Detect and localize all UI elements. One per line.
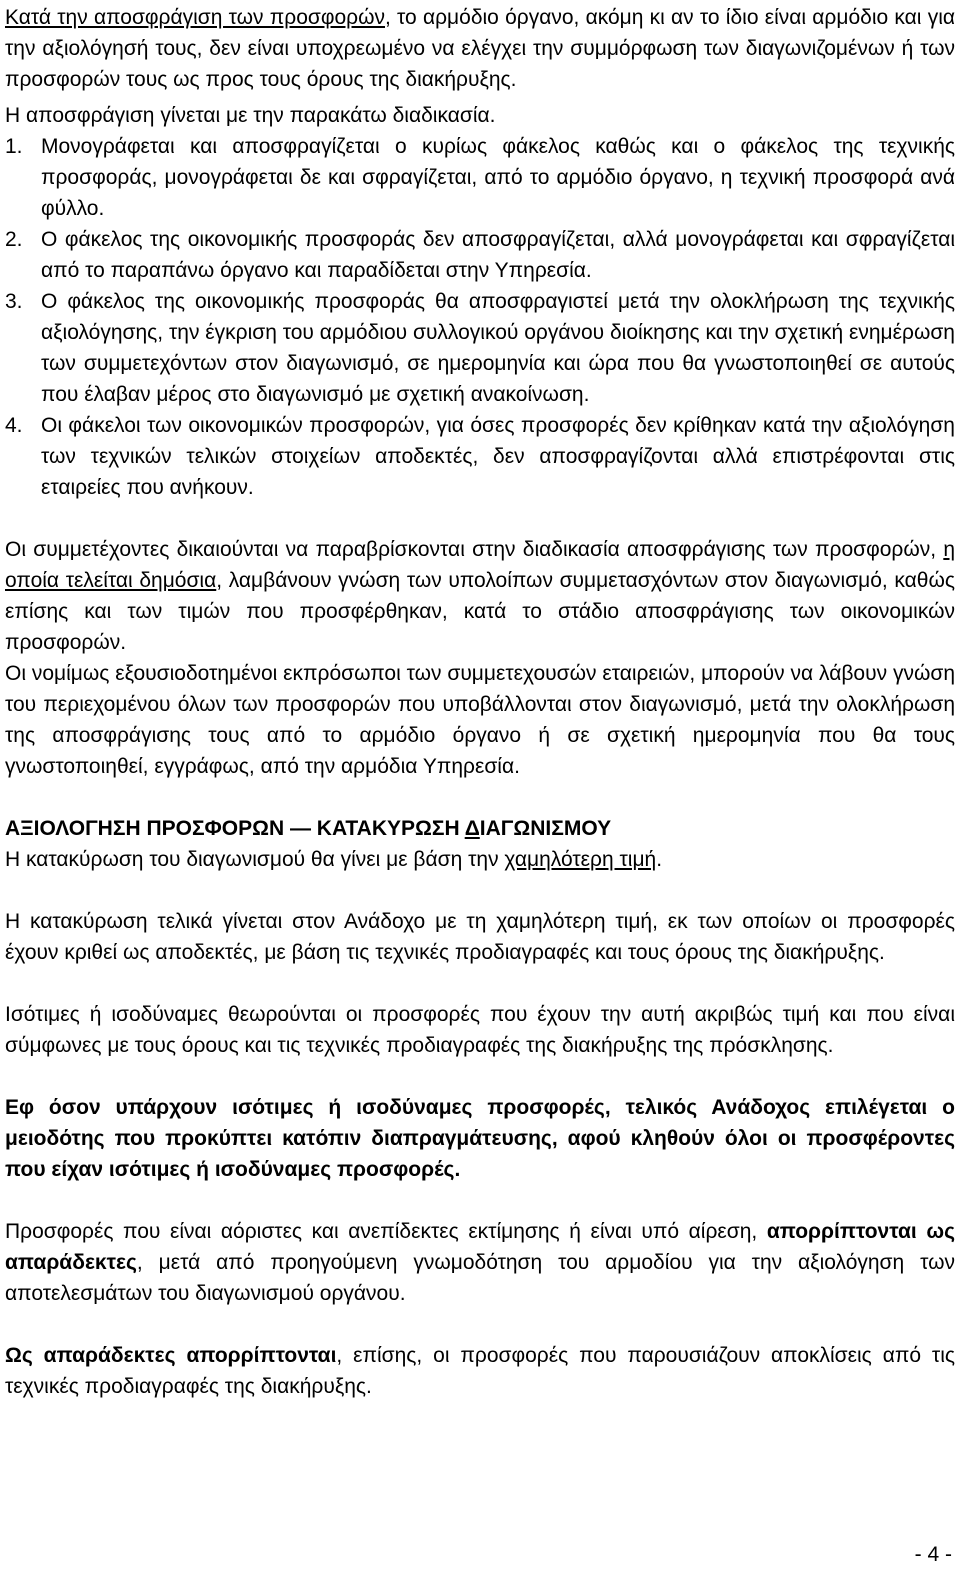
participants-paragraph	[5, 534, 955, 658]
step-text: Ο φάκελος της οικονομικής προσφοράς δεν αποσφραγίζεται, αλλά μονογράφεται και σφραγίζεται από το παραπάνω όργανο και παραδίδεται στην Υπηρεσία.	[41, 228, 955, 282]
participants-text-before: Οι συμμετέχοντες δικαιούνται να παραβρίσκονται στην διαδικασία αποσφράγισης των προσφορών,	[5, 538, 944, 561]
vague-offers-before: Προσφορές που είναι αόριστες και ανεπίδεκτες εκτίμησης ή είναι υπό αίρεση,	[5, 1220, 767, 1243]
final-award-paragraph: Η κατακύρωση τελικά γίνεται στον Ανάδοχο με τη χαμηλότερη τιμή, εκ των οποίων οι προσφορές έχουν κριθεί ως αποδεκτές, με βάση τις τεχνικές προδιαγραφές και τους όρους της διακήρυξης.	[5, 910, 955, 964]
list-item	[5, 224, 955, 286]
participants-text-after: , λαμβάνουν γνώση των υπολοίπων συμμετασχόντων στον διαγωνισμό, καθώς επίσης και των τιμών που προσφέρθηκαν, κατά το στάδιο αποσφράγισης των οικονομικών προσφορών.	[5, 569, 955, 654]
section-heading-part2: ΙΑΓΩΝΙΣΜΟΥ	[479, 817, 612, 840]
vague-offers-paragraph	[5, 1216, 955, 1309]
rejected-bold: Ως απαράδεκτες απορρίπτονται	[5, 1344, 337, 1367]
procedure-intro: Η αποσφράγιση γίνεται με την παρακάτω διαδικασία.	[5, 104, 496, 127]
award-basis-after: .	[656, 848, 663, 871]
step-text: Οι φάκελοι των οικονομικών προσφορών, για όσες προσφορές δεν κρίθηκαν κατά την αξιολόγηση των τεχνικών τελικών στοιχείων αποδεκτές, δεν αποσφραγίζονται αλλά επιστρέφονται στις εταιρείες που ανήκουν.	[41, 414, 955, 499]
document-page	[5, 2, 955, 1402]
list-item	[5, 131, 955, 224]
rejected-paragraph	[5, 1340, 955, 1402]
list-item	[5, 410, 955, 503]
intro-text: , το αρμόδιο όργανο, ακόμη κι αν το ίδιο είναι αρμόδιο και για την αξιολόγησή τους, δεν είναι υποχρεωμένο να ελέγχει την συμμόρφωση των διαγωνιζομένων ή των προσφορών τους ως προς τους όρους της διακήρυξης.	[5, 6, 955, 91]
award-basis-underlined: χαμηλότερη τιμή	[504, 848, 657, 871]
page-number: - 4 -	[914, 1543, 952, 1566]
section-heading-part1: ΑΞΙΟΛΟΓΗΣΗ ΠΡΟΣΦΟΡΩΝ — ΚΑΤΑΚΥΡΩΣΗ	[5, 817, 465, 840]
section-heading	[5, 813, 955, 844]
step-text: Ο φάκελος της οικονομικής προσφοράς θα αποσφραγιστεί μετά την ολοκλήρωση της τεχνικής αξιολόγησης, την έγκριση του αρμόδιου συλλογικού οργάνου διοίκησης και την σχετική ενημέρωση των συμμετεχόντων στον διαγωνισμό, σε ημερομηνία και ώρα που θα γνωστοποιηθεί σε αυτούς που έλαβαν μέρος στο διαγωνισμό με σχετική ανακοίνωση.	[41, 290, 955, 406]
tie-rule-paragraph: Εφ όσον υπάρχουν ισότιμες ή ισοδύναμες προσφορές, τελικός Ανάδοχος επιλέγεται ο μειοδότης που προκύπτει κατόπιν διαπραγμάτευσης, αφού κληθούν όλοι οι προσφέροντες που είχαν ισότιμες ή ισοδύναμες προσφορές.	[5, 1096, 955, 1181]
vague-offers-after: , μετά από προηγούμενη γνωμοδότηση του αρμοδίου για την αξιολόγηση των αποτελεσμάτων του διαγωνισμού οργάνου.	[5, 1251, 955, 1305]
step-number: 1.	[5, 135, 23, 158]
intro-paragraph	[5, 2, 955, 95]
equal-offers-paragraph: Ισότιμες ή ισοδύναμες θεωρούνται οι προσφορές που έχουν την αυτή ακριβώς τιμή και που είναι σύμφωνες με τους όρους και τις τεχνικές προδιαγραφές της διακήρυξης της πρόσκλησης.	[5, 1003, 955, 1057]
award-basis-before: Η κατακύρωση του διαγωνισμού θα γίνει με βάση την	[5, 848, 505, 871]
procedure-steps	[5, 131, 955, 503]
rejected-after: , επίσης, οι προσφορές που παρουσιάζουν αποκλίσεις από τις τεχνικές προδιαγραφές της διακήρυξης.	[5, 1344, 955, 1398]
section-heading-underlined: Δ	[464, 817, 480, 840]
step-number: 4.	[5, 414, 23, 437]
step-text: Μονογράφεται και αποσφραγίζεται ο κυρίως φάκελος καθώς και ο φάκελος της τεχνικής προσφοράς, μονογράφεται δε και σφραγίζεται, από το αρμόδιο όργανο, η τεχνική προσφορά ανά φύλλο.	[41, 135, 955, 220]
award-basis-paragraph	[5, 844, 955, 875]
step-number: 2.	[5, 228, 23, 251]
representatives-paragraph: Οι νομίμως εξουσιοδοτημένοι εκπρόσωποι των συμμετεχουσών εταιρειών, μπορούν να λάβουν γνώση του περιεχομένου όλων των προσφορών που υποβάλλονται στον διαγωνισμό, μετά την ολοκλήρωση της αποσφράγισης τους από το αρμόδιο όργανο ή σε σχετική ημερομηνία που θα τους γνωστοποιηθεί, εγγράφως, από την αρμόδια Υπηρεσία.	[5, 662, 955, 778]
step-number: 3.	[5, 290, 23, 313]
participants-underlined: η οποία τελείται δημόσια	[5, 538, 955, 592]
intro-underlined: Κατά την αποσφράγιση των προσφορών	[5, 6, 385, 29]
list-item	[5, 286, 955, 410]
vague-offers-bold: απορρίπτονται ως απαράδεκτες	[5, 1220, 955, 1274]
